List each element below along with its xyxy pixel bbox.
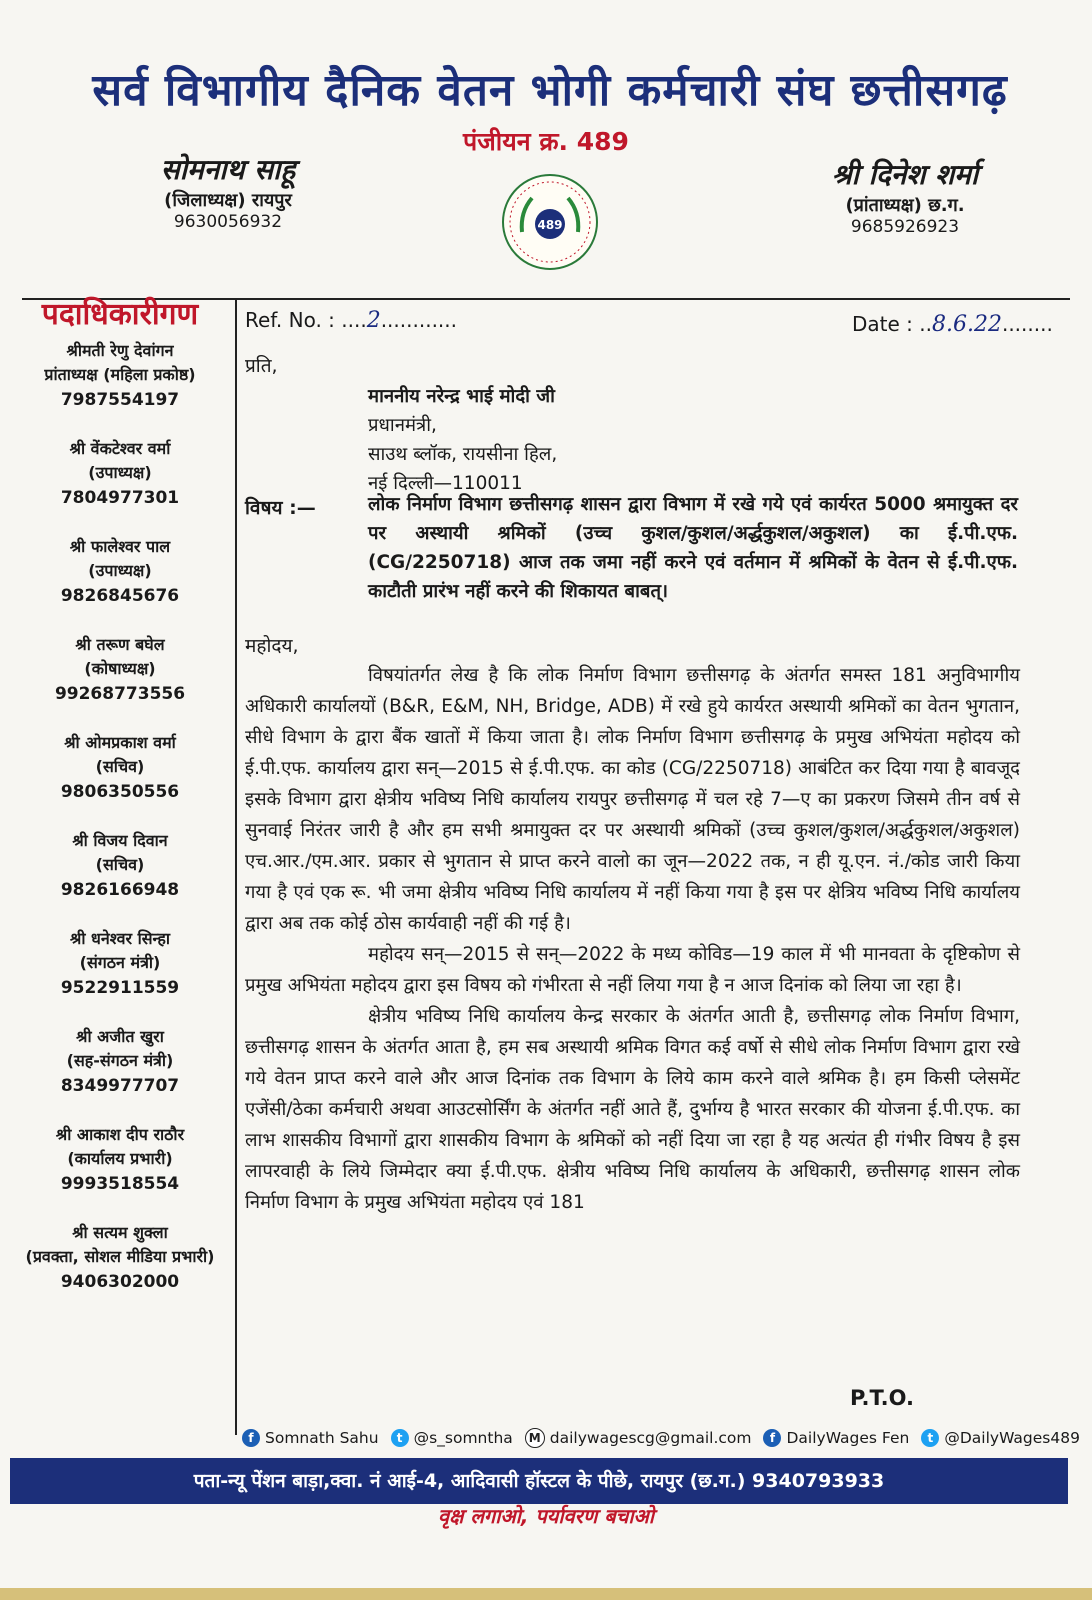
page-edge (0, 1588, 1092, 1600)
officer-role: (उपाध्यक्ष) (88, 561, 152, 580)
date-dots: ........ (1001, 312, 1053, 336)
social-handle: Somnath Sahu (265, 1429, 379, 1447)
officers-heading: पदाधिकारीगण (41, 297, 199, 332)
officer-phone: 9406302000 (60, 1272, 180, 1292)
footer-address-bar: पता-न्यू पेंशन बाड़ा,क्वा. नं आई-4, आदिवासी हॉस्टल के पीछे, रायपुर (छ.ग.) 9340793933 (10, 1458, 1068, 1504)
date-label: Date : .. (852, 312, 932, 336)
officer-entry (10, 1025, 230, 1099)
officer-entry (10, 339, 230, 413)
sidebar-divider (235, 300, 237, 1435)
officer-role: (सचिव) (95, 855, 145, 874)
officer-role: प्रांताध्यक्ष (महिला प्रकोष्ठ) (44, 365, 196, 384)
officer-entry (10, 829, 230, 903)
ref-value: 2 (366, 308, 381, 333)
officer-entry (10, 437, 230, 511)
right-signatory-role: (प्रांताध्यक्ष) छ.ग. (845, 195, 965, 216)
recipient-address (368, 382, 557, 498)
officer-phone: 9806350556 (60, 782, 180, 802)
registration-number: पंजीयन क्र. 489 (463, 127, 629, 156)
officer-phone: 7804977301 (60, 488, 180, 508)
address-line: नई दिल्ली—110011 (368, 473, 523, 494)
social-item[interactable] (763, 1429, 909, 1447)
left-signatory (118, 150, 338, 232)
body-paragraph: महोदय सन्—2015 से सन्—2022 के मध्य कोविड—19 काल में भी मानवता के दृष्टिकोण से प्रमुख अभियंता महोदय द्वारा इस विषय को गंभीरता से नहीं लिया गया है न आज दिनांक को लिया जा रहा है। (245, 944, 1020, 996)
left-signatory-phone: 9630056932 (173, 212, 283, 232)
facebook-icon: f (763, 1429, 781, 1447)
footer-slogan: वृक्ष लगाओ, पर्यावरण बचाओ (437, 1504, 655, 1528)
officer-name: श्री ओमप्रकाश वर्मा (64, 733, 176, 752)
social-links (242, 1424, 1080, 1452)
officer-entry (10, 535, 230, 609)
officer-name: श्री धनेश्वर सिन्हा (70, 929, 170, 948)
officer-role: (कोषाध्यक्ष) (84, 659, 156, 678)
organization-seal (500, 172, 600, 272)
address-line: साउथ ब्लॉक, रायसीना हिल, (368, 444, 558, 465)
officer-name: श्री फालेश्वर पाल (69, 537, 171, 556)
salutation: महोदय, (245, 635, 299, 657)
right-signatory-phone: 9685926923 (850, 217, 960, 237)
officer-role: (उपाध्यक्ष) (88, 463, 152, 482)
body-paragraph: क्षेत्रीय भविष्य निधि कार्यालय केन्द्र सरकार के अंतर्गत आती है, छत्तीसगढ़ लोक निर्माण विभाग, छत्तीसगढ़ शासन के अंतर्गत आता है, हम सब अस्थायी श्रमिक विगत कई वर्षो से सीधे लोक निर्माण विभाग द्वारा रखे गये वेतन प्राप्त करने वाले और आज दिनांक तक विभाग के लिये काम करने वाले श्रमिक है। हम किसी प्लेसमेंट एजेंसी/ठेका कर्मचारी अथवा आउटसोर्सिंग के अंतर्गत नहीं आते हैं, दुर्भाग्य है भारत सरकार की योजना ई.पी.एफ. का लाभ शासकीय विभागों द्वारा शासकीय विभाग के श्रमिकों को नहीं दिया जा रहा है यह अत्यंत ही गंभीर विषय है इस लापरवाही के लिये जिम्मेदार क्या ई.पी.एफ. क्षेत्रीय भविष्य निधि कार्यालय के अधिकारी, छत्तीसगढ़ शासन लोक निर्माण विभाग के प्रमुख अभियंता महोदय एवं 181 (245, 1006, 1020, 1213)
officer-entry (10, 1221, 230, 1295)
gmail-icon: M (525, 1428, 545, 1448)
ref-dots: ............ (380, 308, 457, 332)
left-signatory-name: सोमनाथ साहू (160, 153, 296, 186)
officer-phone: 9993518554 (60, 1174, 180, 1194)
letter-body (245, 660, 1020, 1218)
left-signatory-role: (जिलाध्यक्ष) रायपुर (164, 190, 292, 211)
address-line: प्रधानमंत्री, (368, 415, 437, 436)
social-handle: DailyWages Fen (786, 1429, 910, 1447)
officer-entry (10, 633, 230, 707)
social-item[interactable] (242, 1429, 379, 1447)
social-handle: @s_somntha (413, 1429, 513, 1447)
officer-name: श्री विजय दिवान (72, 831, 168, 850)
officer-phone: 9522911559 (60, 978, 180, 998)
seal-number: 489 (537, 218, 563, 232)
officer-name: श्री सत्यम शुक्ला (72, 1223, 168, 1242)
to-label: प्रति, (245, 355, 278, 377)
officer-phone: 99268773556 (54, 684, 186, 704)
officer-role: (सह-संगठन मंत्री) (66, 1051, 174, 1070)
officer-entry (10, 927, 230, 1001)
twitter-icon: t (921, 1429, 939, 1447)
social-item[interactable] (921, 1429, 1080, 1447)
pto-note: P.T.O. (850, 1386, 914, 1410)
body-paragraph: विषयांतर्गत लेख है कि लोक निर्माण विभाग छत्तीसगढ़ के अंतर्गत समस्त 181 अनुविभागीय अधिकारी कार्यालयों (B&R, E&M, NH, Bridge, ADB) में रखे हुये कार्यरत अस्थायी श्रमिकों का वेतन भुगतान, सीधे विभाग के द्वारा बैंक खातों में किया जाता है। लोक निर्माण विभाग छत्तीसगढ़ के प्रमुख अभियंता महोदय को ई.पी.एफ. कार्यालय द्वारा सन्—2015 से ई.पी.एफ. का कोड (CG/2250718) आबंटित कर दिया गया है बावजूद इसके विभाग द्वारा क्षेत्रीय भविष्य निधि कार्यालय रायपुर छत्तीसगढ़ में चल रहे 7—ए का प्रकरण जिसमे तीन वर्ष से सुनवाई निरंतर जारी है और हम सभी श्रमायुक्त दर पर अस्थायी श्रमिकों (उच्च कुशल/कुशल/अर्द्धकुशल/अकुशल) एच.आर./एम.आर. प्रकार से भुगतान से प्राप्त करने वालो का जून—2022 तक, न ही यू.एन. नं./कोड जारी किया गया है एवं एक रू. भी जमा क्षेत्रीय भविष्य निधि कार्यालय में नहीं किया गया है इस पर क्षेत्रिय भविष्य निधि कार्यालय द्वारा अब तक कोई ठोस कार्यवाही नहीं की गई है। (245, 665, 1020, 934)
officer-name: श्री अजीत खुरा (76, 1027, 164, 1046)
officer-phone: 9826845676 (60, 586, 180, 606)
address-line: माननीय नरेन्द्र भाई मोदी जी (368, 386, 555, 407)
officer-role: (सचिव) (95, 757, 145, 776)
officer-entry (10, 731, 230, 805)
reference-number (245, 308, 457, 333)
officer-phone: 9826166948 (60, 880, 180, 900)
officer-role: (कार्यालय प्रभारी) (67, 1149, 173, 1168)
social-handle: dailywagescg@gmail.com (549, 1429, 752, 1447)
officer-name: श्री आकाश दीप राठौर (55, 1125, 185, 1144)
subject-text: लोक निर्माण विभाग छत्तीसगढ़ शासन द्वारा विभाग में रखे गये एवं कार्यरत 5000 श्रमायुक्त दर पर अस्थायी श्रमिकों (उच्च कुशल/कुशल/अर्द्धकुशल/अकुशल) का ई.पी.एफ. (CG/2250718) आज तक जमा नहीं करने एवं वर्तमान में श्रमिकों के वेतन से ई.पी.एफ. काटौती प्रारंभ नहीं करने की शिकायत बाबत्। (368, 494, 1018, 602)
letter-date (852, 312, 1053, 337)
social-item[interactable] (391, 1429, 513, 1447)
officer-name: श्री तरूण बघेल (75, 635, 165, 654)
ref-label: Ref. No. : .... (245, 308, 367, 332)
officer-list (10, 339, 230, 1295)
officer-role: (संगठन मंत्री) (79, 953, 161, 972)
officer-phone: 8349977707 (60, 1076, 180, 1096)
social-handle: @DailyWages489 (944, 1429, 1080, 1447)
date-value: 8.6.22 (931, 312, 1002, 337)
officer-role: (प्रवक्ता, सोशल मीडिया प्रभारी) (25, 1247, 215, 1266)
officer-name: श्री वेंकटेश्वर वर्मा (69, 439, 171, 458)
officer-name: श्रीमती रेणु देवांगन (66, 341, 174, 360)
org-title: सर्व विभागीय दैनिक वेतन भोगी कर्मचारी संघ छत्तीसगढ़ (92, 65, 1008, 116)
right-signatory-name: श्री दिनेश शर्मा (831, 158, 979, 191)
right-signatory (800, 155, 1010, 237)
facebook-icon: f (242, 1429, 260, 1447)
officers-sidebar (10, 297, 230, 1319)
subject-label: विषय :— (245, 497, 316, 519)
officer-entry (10, 1123, 230, 1197)
social-item[interactable] (525, 1428, 752, 1448)
officer-phone: 7987554197 (60, 390, 180, 410)
twitter-icon: t (391, 1429, 409, 1447)
